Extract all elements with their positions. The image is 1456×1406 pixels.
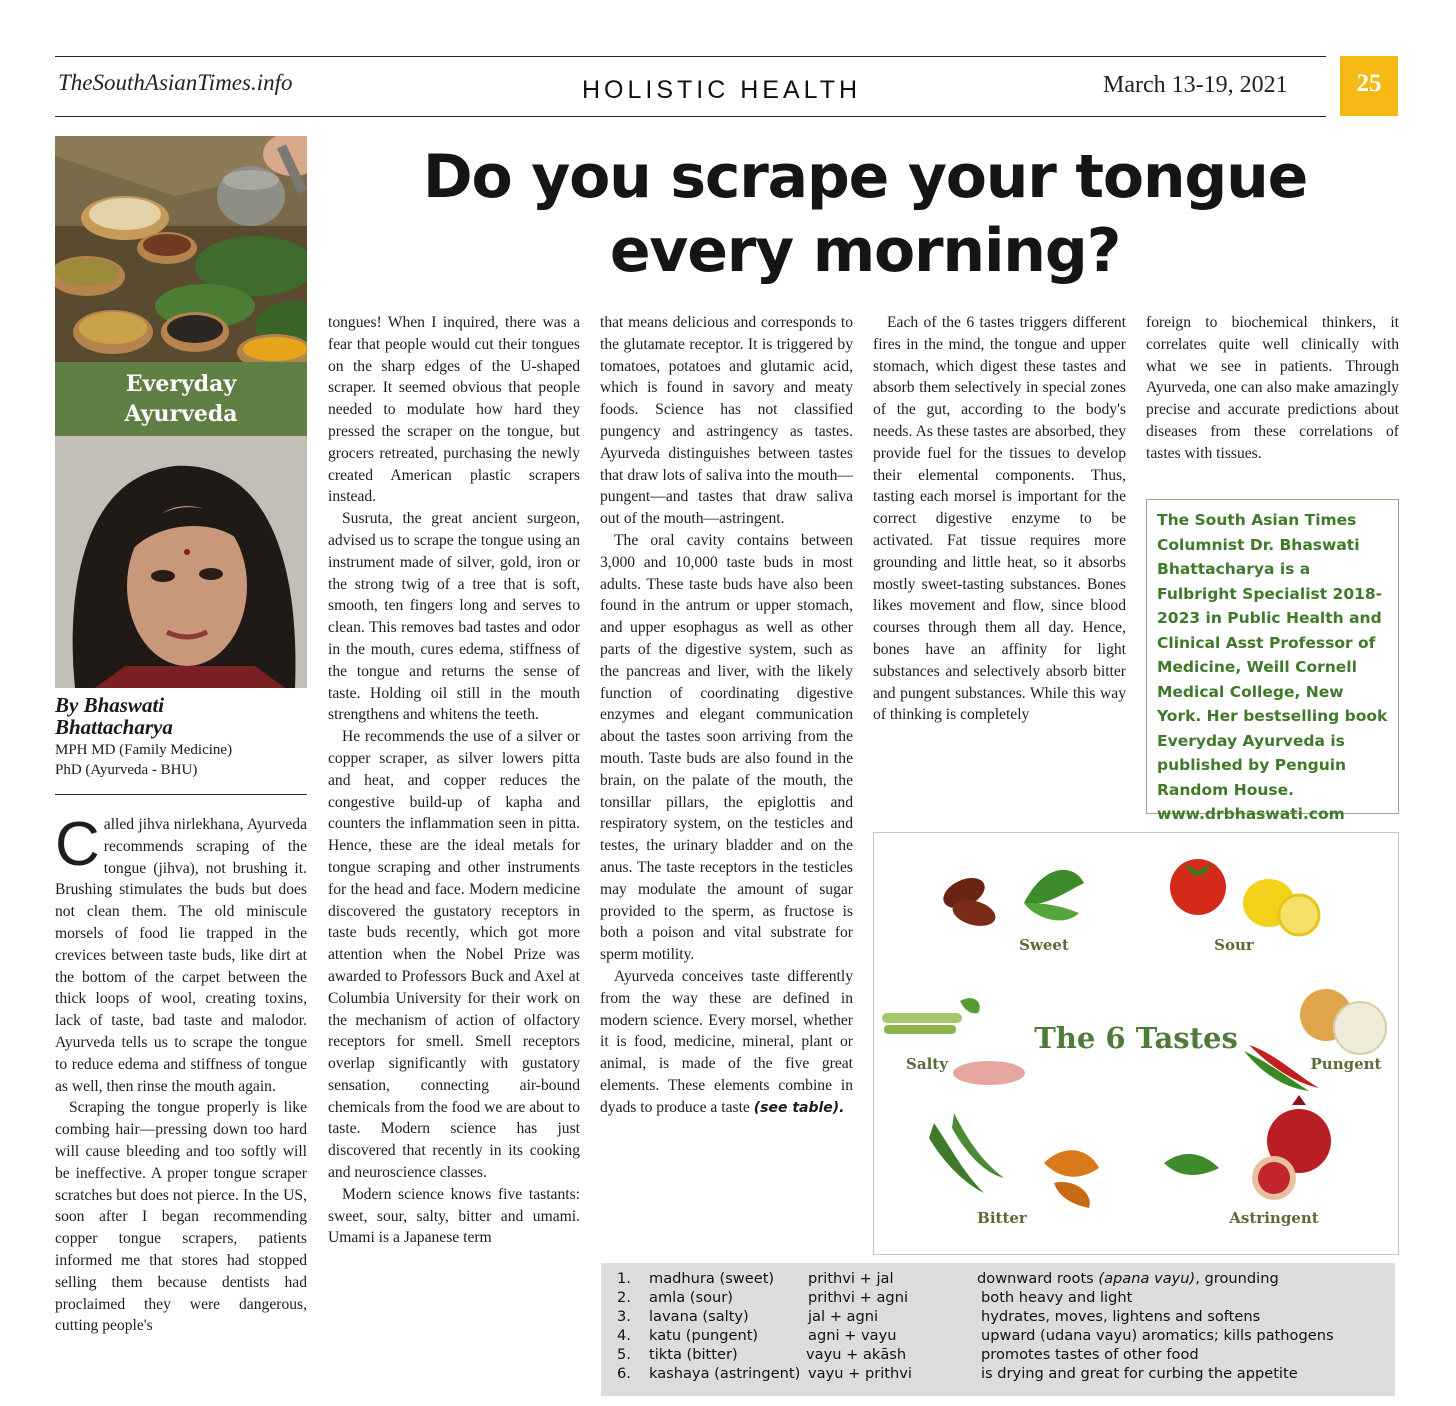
article-column-2 [328, 312, 580, 1249]
byline-rule [55, 794, 307, 795]
salty-label: Salty [906, 1055, 948, 1073]
taste-name: katu (pungent) [649, 1327, 759, 1344]
taste-elements: vayu + prithvi [808, 1365, 912, 1382]
sweet-label: Sweet [1019, 936, 1069, 954]
effect-text: downward roots [977, 1270, 1094, 1287]
taste-elements: vayu + akāsh [806, 1346, 907, 1363]
taste-effect: upward (udana vayu) aromatics; kills pathogens [981, 1327, 1334, 1344]
taste-elements: prithvi + jal [808, 1270, 894, 1287]
drop-cap: C [55, 810, 100, 879]
row-number: 3. [617, 1308, 631, 1325]
issue-date: March 13-19, 2021 [1103, 72, 1288, 98]
credential-1: MPH MD (Family Medicine) [55, 742, 233, 758]
author-bio-box: The South Asian Times Columnist Dr. Bhaswati Bhattacharya is a Fulbright Specialist 2018-2023 in Public Health and Clinical Asst Professor of Medicine, Weill Cornell Medical College, New York. Her bestselling book Everyday Ayurveda is published by Penguin Random House. www.drbhaswati.com [1146, 499, 1399, 814]
sour-label: Sour [1214, 936, 1254, 954]
article-paragraph: tongues! When I inquired, there was a fear that people would cut their tongues on the sharp edges of the U-shaped scraper. It seemed obvious that people needed to modulate how hard they pressed the scraper on the tongue, but grocers retreated, purchasing the newly created American plastic scrapers instead. [328, 314, 580, 506]
credential-2: PhD (Ayurveda - BHU) [55, 762, 198, 778]
article-paragraph: foreign to biochemical thinkers, it correlates quite well clinically with what we see in patients. Through Ayurveda, one can also make amazingly precise and accurate predictions about diseases from these correlations of tastes with tissues. [1146, 314, 1399, 462]
taste-name: amla (sour) [649, 1289, 733, 1306]
article-column-1 [55, 810, 307, 1337]
article-paragraph: He recommends the use of a silver or copper scraper, as silver lowers pitta and heat, and copper reduces the congestive build-up of kapha and counters the inflammation seen in pitta. Hence, these are the ideal metals for tongue scraping and other instruments for the head and face. Modern medicine discovered the gustatory receptors in taste buds recently, which got more attention when the Nobel Prize was awarded to Professors Buck and Axel at Columbia University for their work on the mechanism of action of olfactory receptors for smell. Smell receptors overlap significantly with gustatory sensation, connecting air-bound chemicals from the food we are about to taste. Modern science has just discovered that recently in its cooking and neuroscience classes. [328, 728, 580, 1182]
author-credentials [55, 740, 307, 780]
row-number: 1. [617, 1270, 631, 1287]
row-number: 2. [617, 1289, 631, 1306]
article-column-3 [600, 312, 853, 1119]
author-portrait [55, 436, 307, 688]
article-paragraph: Modern science knows five tastants: sweet, sour, salty, bitter and umami. Umami is a Japanese term [328, 1185, 580, 1247]
tastes-title: The 6 Tastes [1034, 1021, 1238, 1055]
effect-italic: (apana vayu) [1098, 1270, 1196, 1287]
taste-effect: promotes tastes of other food [981, 1346, 1199, 1363]
banner-line-2: Ayurveda [124, 401, 238, 427]
article-column-5 [1146, 312, 1399, 465]
tastes-table [601, 1263, 1395, 1396]
taste-name: tikta (bitter) [649, 1346, 738, 1363]
banner-line-1: Everyday [125, 371, 237, 397]
byline-line-2: Bhattacharya [55, 715, 173, 739]
taste-elements: prithvi + agni [808, 1289, 908, 1306]
column-banner [55, 362, 307, 436]
pungent-illustration [1244, 989, 1386, 1091]
taste-elements: agni + vayu [808, 1327, 897, 1344]
paragraph-text: Ayurveda conceives taste differently from the way these are defined in modern science. Every morsel, whether it is food, medicine, mineral, plant or animal, is made of the five great elements. These elements combine in dyads to produce a taste [600, 967, 853, 1116]
astringent-label: Astringent [1229, 1209, 1319, 1227]
byline [55, 694, 307, 738]
taste-effect: is drying and great for curbing the appetite [981, 1365, 1298, 1382]
row-number: 4. [617, 1327, 631, 1344]
section-title: HOLISTIC HEALTH [582, 76, 862, 104]
bitter-illustration [929, 1113, 1099, 1208]
taste-name: madhura (sweet) [649, 1270, 775, 1287]
sour-illustration [1170, 859, 1319, 935]
effect-rest: , grounding [1195, 1270, 1279, 1287]
taste-effect [977, 1269, 1279, 1288]
bitter-label: Bitter [977, 1209, 1027, 1227]
paragraph-text: alled jihva nirlekhana, Ayurveda recommends scraping of the tongue (jihva), not brushing it. Brushing stimulates the buds but does not clean them. The old miniscule morsels of food lie trapped in the crevices between taste buds, like dirt at the bottom of the carpet between the thick loops of wool, creating toxins, lack of taste, bad taste and malodor. Ayurveda tells us to scrape the tongue to reduce edema and stiffness of tongue as well, then rinse the mouth again. [55, 816, 307, 1095]
article-paragraph [55, 810, 307, 1097]
taste-name: lavana (salty) [649, 1308, 749, 1325]
headline [330, 140, 1400, 288]
header-bottom-rule [55, 116, 1326, 117]
article-paragraph: Susruta, the great ancient surgeon, advised us to scrape the tongue using an instrument made of silver, gold, iron or the strong twig of a tree that is soft, smooth, ten fingers long and serves to clean. This removes bad tastes and odor in the mouth, cures edema, stiffness of the tongue and returns the sense of taste. Holding oil still in the mouth strengthens and whitens the teeth. [328, 510, 580, 724]
headline-line-1: Do you scrape your tongue [422, 142, 1308, 212]
taste-name: kashaya (astringent) [649, 1365, 801, 1382]
taste-effect: both heavy and light [981, 1289, 1133, 1306]
taste-elements: jal + agni [808, 1308, 879, 1325]
headline-line-2: every morning? [609, 216, 1121, 286]
row-number: 5. [617, 1346, 631, 1363]
article-paragraph: that means delicious and corresponds to the glutamate receptor. It is triggered by tomatoes, potatoes and glutamic acid, which is found in savory and meaty foods. Science has not classified pungency and astringency as tastes. Ayurveda distinguishes between tastes that draw lots of saliva into the mouth—pungent—and tastes that draw saliva out of the mouth—astringent. [600, 314, 853, 528]
herbs-photo [55, 136, 307, 362]
article-paragraph [600, 966, 853, 1120]
six-tastes-graphic [873, 832, 1399, 1255]
astringent-illustration [1164, 1095, 1331, 1200]
site-name: TheSouthAsianTimes.info [58, 70, 293, 95]
sweet-illustration [939, 870, 1084, 930]
table-reference: (see table). [753, 1099, 845, 1116]
article-column-4 [873, 312, 1126, 726]
page-number: 25 [1340, 56, 1398, 116]
article-paragraph: Scraping the tongue properly is like combing hair—pressing down too hard will cause bleeding and too softly will be ineffective. A proper tongue scraper scratches but does not pierce. In the US, soon after I began recommending copper tongue scrapers, patients informed me that stores had stopped selling them because dentists had proclaimed they were dangerous, cutting people's [55, 1099, 307, 1335]
article-paragraph: Each of the 6 tastes triggers different fires in the mind, the tongue and upper stomach, which digest these tastes and absorb them selectively in special zones of the gut, according to the body's needs. As these tastes are absorbed, they provide fuel for the tissues to develop their elemental components. Thus, tasting each morsel is important for the correct digestive enzyme to be activated. Fat tissue requires more grounding and little heat, so it absorbs mostly sweet-tasting substances. Bones likes movement and flow, since blood courses through them all day. Hence, bones have an affinity for light substances and selectively absorb bitter and pungent substances. While this way of thinking is completely [873, 314, 1126, 724]
byline-line-1: By Bhaswati [55, 693, 165, 717]
taste-effect: hydrates, moves, lightens and softens [981, 1308, 1261, 1325]
article-paragraph: The oral cavity contains between 3,000 and 10,000 taste buds in most adults. These taste buds have also been found in the antrum or upper stomach, and upper esophagus as well as other parts of the digestive system, such as the pancreas and liver, with the likely function of coordinating digestive enzymes and elegant communication about the tastes soon arriving from the mouth. Taste buds are also found in the brain, on the palate of the mouth, the tonsillar pillars, the epiglottis and respiratory system, on the testicles and testes, the urinary bladder and on the anus. The taste receptors in the testicles may modulate the amount of sugar provided to the sperm, as fructose is both a poison and vital substrate for sperm motility. [600, 531, 853, 964]
header-top-rule [55, 56, 1326, 57]
row-number: 6. [617, 1365, 631, 1382]
salty-illustration [882, 998, 1025, 1085]
pungent-label: Pungent [1310, 1055, 1382, 1073]
